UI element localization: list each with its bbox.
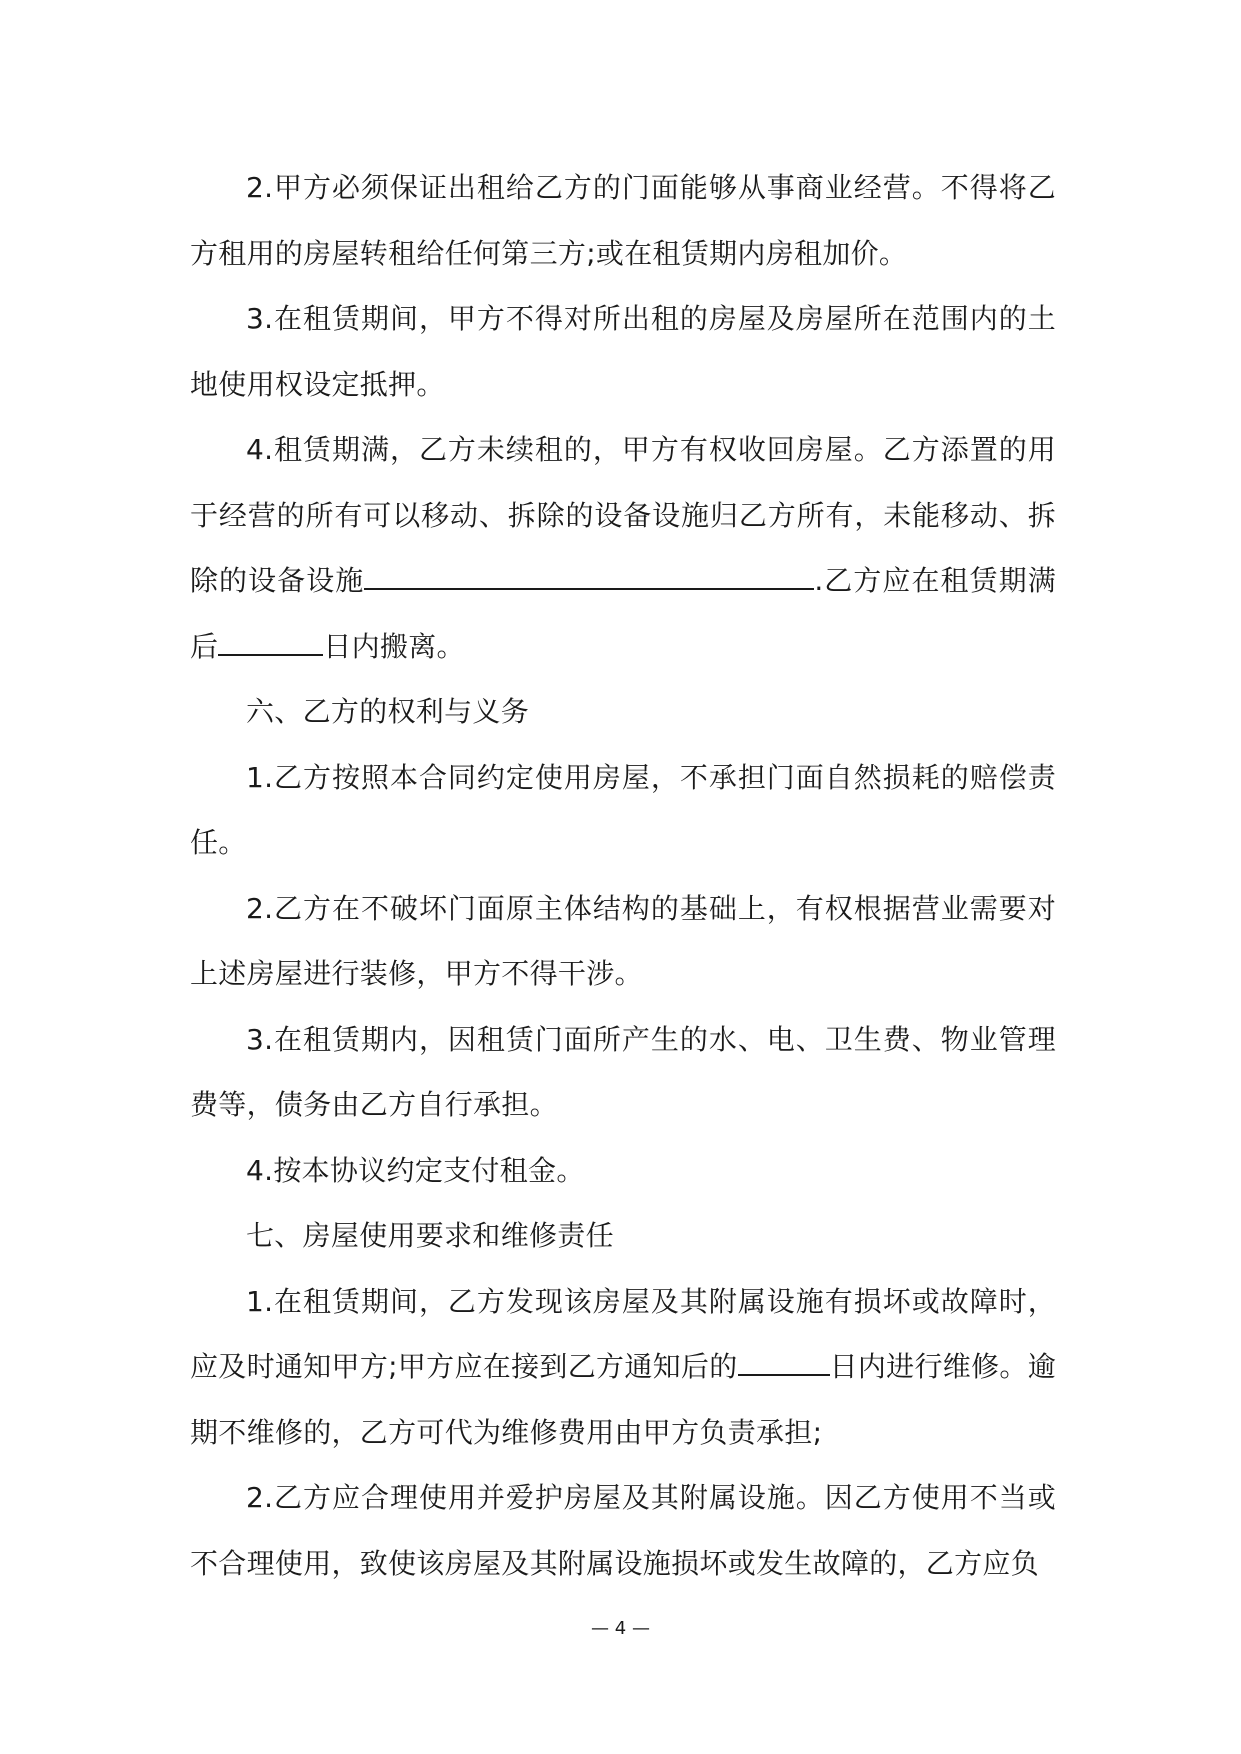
clause-paragraph: 2.乙方应合理使用并爱护房屋及其附属设施。因乙方使用不当或不合理使用，致使该房屋及其附属设施损坏或发生故障的，乙方应负: [190, 1481, 1056, 1580]
section-heading: 七、房屋使用要求和维修责任: [246, 1219, 614, 1252]
clause-paragraph: 3.在租赁期间，甲方不得对所出租的房屋及房屋所在范围内的土地使用权设定抵押。: [190, 302, 1056, 401]
clause-paragraph: 1.乙方按照本合同约定使用房屋，不承担门面自然损耗的赔偿责任。: [190, 760, 1056, 859]
fill-in-blank-line: [218, 628, 323, 656]
clause-paragraph-with-blanks: [190, 417, 1056, 679]
fill-in-blank-line: [364, 562, 814, 590]
document-body: [190, 155, 1056, 1596]
clause-paragraph: 3.在租赁期内，因租赁门面所产生的水、电、卫生费、物业管理费等，债务由乙方自行承担。: [190, 1022, 1056, 1121]
clause-text-before: 1.在租赁期间，乙方发现该房屋及其附属设施有损坏或故障时，应及时通知甲方;甲方应在接到乙方通知后的: [190, 1284, 1056, 1383]
clause-text-before: 4.租赁期满，乙方未续租的，甲方有权收回房屋。乙方添置的用于经营的所有可以移动、拆除的设备设施归乙方所有，未能移动、拆除的设备设施: [190, 433, 1056, 597]
section-heading: 六、乙方的权利与义务: [246, 695, 530, 728]
clause-paragraph-with-blank: [190, 1269, 1056, 1466]
clause-paragraph: 4.按本协议约定支付租金。: [246, 1153, 585, 1187]
clause-text-middle: .乙方应在租赁期满后: [190, 564, 1056, 663]
clause-paragraph: 2.乙方在不破坏门面原主体结构的基础上，有权根据营业需要对上述房屋进行装修，甲方不得干涉。: [190, 891, 1056, 990]
page-number: — 4 —: [591, 1618, 650, 1639]
clause-paragraph: 2.甲方必须保证出租给乙方的门面能够从事商业经营。不得将乙方租用的房屋转租给任何第三方;或在租赁期内房租加价。: [190, 171, 1056, 270]
clause-text-after: 日内搬离。: [323, 629, 465, 663]
clause-text-after: 日内进行维修。逾期不维修的，乙方可代为维修费用由甲方负责承担;: [190, 1350, 1057, 1449]
fill-in-blank-line: [738, 1348, 830, 1376]
